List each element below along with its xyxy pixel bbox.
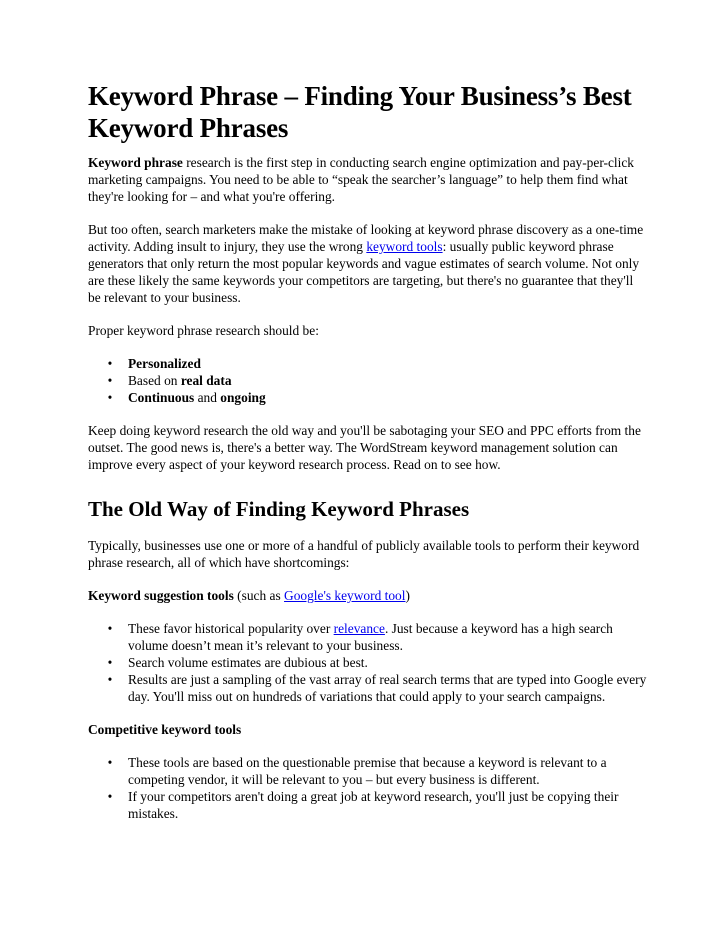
list-item-text: These favor historical popularity over: [128, 621, 334, 636]
document-page: [88, 80, 648, 838]
suggestion-pre: (such as: [233, 588, 285, 603]
list-item-bold: ongoing: [220, 390, 266, 405]
list-item-text: and: [194, 390, 221, 405]
page-title: Keyword Phrase – Finding Your Business’s Best Keyword Phrases: [88, 81, 632, 143]
list-item-text: Personalized: [128, 356, 201, 371]
research-qualities-list: [88, 355, 648, 406]
bullet-icon: •: [107, 655, 113, 670]
google-keyword-tool-link[interactable]: Google's keyword tool: [284, 588, 406, 603]
suggestion-tools-label: [88, 587, 648, 604]
intro-text: research is the first step in conducting search engine optimization and pay-per-click marketing campaigns. You need to be able to “speak the searcher’s language” to help them find what they're looking for – and what you're offering.: [88, 155, 634, 204]
intro-paragraph: [88, 154, 648, 205]
list-item-text: If your competitors aren't doing a great job at keyword research, you'll just be copying their mistakes.: [128, 789, 619, 821]
competitive-tools-label: [88, 721, 648, 738]
competitive-tools-title: Competitive keyword tools: [88, 722, 242, 737]
list-item-bold: Continuous: [128, 390, 195, 405]
list-item-text: . Just because a keyword has a high search volume doesn’t mean it’s relevant to your business.: [128, 621, 613, 653]
list-item: [88, 389, 648, 406]
keyword-tools-link[interactable]: keyword tools: [366, 239, 443, 254]
list-item: [88, 620, 648, 654]
bullet-icon: •: [107, 356, 113, 371]
bullet-icon: •: [107, 789, 113, 804]
list-item: [88, 355, 648, 372]
lead-term: Keyword phrase: [88, 155, 183, 170]
competitive-tools-list: [88, 754, 648, 822]
list-item: [88, 671, 648, 705]
list-item: [88, 788, 648, 822]
bullet-icon: •: [107, 672, 113, 687]
list-item: [88, 754, 648, 788]
relevance-link[interactable]: relevance: [333, 621, 385, 636]
list-item-text: These tools are based on the questionable premise that because a keyword is relevant to a competing vendor, it will be relevant to you – but every business is different.: [128, 755, 607, 787]
list-item-text: Results are just a sampling of the vast array of real search terms that are typed into Google every day. You'll miss out on hundreds of variations that could apply to your search campaigns.: [128, 672, 647, 704]
bullet-icon: •: [107, 621, 113, 636]
list-item: [88, 372, 648, 389]
list-item: [88, 654, 648, 671]
list-item-text: Search volume estimates are dubious at best.: [128, 655, 368, 670]
proper-research-paragraph: Proper keyword phrase research should be:: [88, 323, 319, 338]
suggestion-post: ): [405, 588, 410, 603]
bullet-icon: •: [107, 755, 113, 770]
suggestion-tools-list: [88, 620, 648, 705]
bullet-icon: •: [107, 373, 113, 388]
suggestion-tools-title: Keyword suggestion tools: [88, 588, 234, 603]
problem-text-before: But too often, search marketers make the mistake of looking at keyword phrase discovery as a one-time activity. Adding insult to injury, they use the wrong: [88, 222, 644, 254]
list-item-text: Based on: [128, 373, 181, 388]
section-heading: The Old Way of Finding Keyword Phrases: [88, 497, 470, 521]
section-intro-paragraph: Typically, businesses use one or more of a handful of publicly available tools to perform their keyword phrase research, all of which have shortcomings:: [88, 538, 640, 570]
problem-paragraph: [88, 221, 648, 306]
list-item-bold: real data: [180, 373, 232, 388]
better-way-paragraph: Keep doing keyword research the old way and you'll be sabotaging your SEO and PPC efforts from the outset. The good news is, there's a better way. The WordStream keyword management solution can improve every aspect of your keyword research process. Read on to see how.: [88, 423, 641, 472]
problem-text-after: : usually public keyword phrase generators that only return the most popular keywords and vague estimates of search volume. Not only are these likely the same keywords your competitors are targeting, but there's no guarantee that they'll be relevant to your business.: [88, 239, 640, 305]
bullet-icon: •: [107, 390, 113, 405]
